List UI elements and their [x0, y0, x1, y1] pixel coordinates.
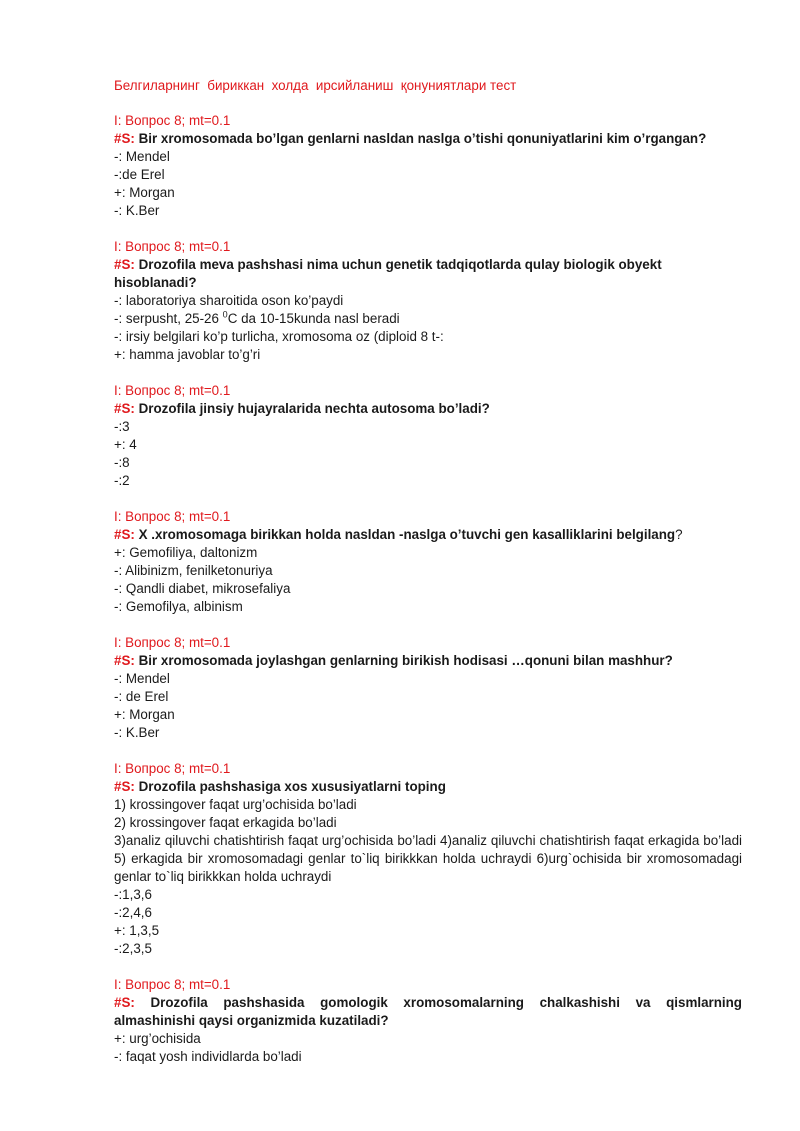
- question-block: [114, 238, 742, 364]
- question-text: X .xromosomaga birikkan holda nasldan -naslga o’tuvchi gen kasalliklarini belgilang: [138, 527, 676, 542]
- answer-option: +: urg’ochisida: [114, 1031, 201, 1046]
- question-stem: [114, 256, 742, 292]
- answer-option: +: 1,3,5: [114, 923, 160, 938]
- question-prefix: #S:: [114, 995, 135, 1010]
- statement-line: 1) krossingover faqat urg’ochisida bo’ladi: [114, 797, 357, 812]
- question-block: [114, 112, 742, 220]
- question-meta: I: Вопрос 8; mt=0.1: [114, 383, 231, 398]
- answer-option: -: K.Ber: [114, 203, 160, 218]
- question-text: Drozofila pashshasida gomologik xromosomalarning chalkashishi va qismlarning almashinishi qaysi organizmida kuzatiladi?: [114, 995, 742, 1028]
- question-block: [114, 976, 742, 1066]
- question-block: [114, 508, 742, 616]
- answer-option: +: hamma javoblar to’g’ri: [114, 347, 261, 362]
- question-prefix: #S:: [114, 257, 135, 272]
- answer-option: -:2: [114, 473, 130, 488]
- answer-option: +: Morgan: [114, 185, 175, 200]
- question-meta: I: Вопрос 8; mt=0.1: [114, 977, 231, 992]
- question-block: [114, 382, 742, 490]
- question-text: Bir xromosomada bo’lgan genlarni nasldan naslga o’tishi qonuniyatlarini kim o’rgangan?: [138, 131, 707, 146]
- answer-option: -: laboratoriya sharoitida oson ko’paydi: [114, 293, 344, 308]
- question-prefix: #S:: [114, 653, 135, 668]
- option-text-after: C da 10-15kunda nasl beradi: [227, 311, 400, 326]
- answer-option: -: Alibinizm, fenilketonuriya: [114, 563, 273, 578]
- answer-option: +: 4: [114, 437, 137, 452]
- question-meta: I: Вопрос 8; mt=0.1: [114, 239, 231, 254]
- answer-option: -: Mendel: [114, 149, 170, 164]
- answer-option: -:1,3,6: [114, 887, 152, 902]
- document-title: Белгиларнинг бириккан холда ирсийланиш қонуниятлари тест: [114, 78, 517, 93]
- question-prefix: #S:: [114, 401, 135, 416]
- answer-option: -: Gemofilya, albinism: [114, 599, 243, 614]
- question-text: Drozofila pashshasiga xos xususiyatlarni toping: [138, 779, 446, 794]
- degree-superscript: 0: [222, 309, 228, 320]
- question-prefix: #S:: [114, 779, 135, 794]
- answer-option: -: irsiy belgilari ko’p turlicha, xromosoma oz (diploid 8 t-:: [114, 329, 444, 344]
- answer-option: [114, 310, 742, 328]
- document-body: [114, 77, 742, 1084]
- question-stem: [114, 994, 742, 1030]
- question-prefix: #S:: [114, 527, 135, 542]
- answer-option: -:3: [114, 419, 130, 434]
- answer-option: -:de Erel: [114, 167, 165, 182]
- question-meta: I: Вопрос 8; mt=0.1: [114, 509, 231, 524]
- answer-option: -: Qandli diabet, mikrosefaliya: [114, 581, 291, 596]
- question-text: Bir xromosomada joylashgan genlarning birikish hodisasi …qonuni bilan mashhur?: [138, 653, 673, 668]
- question-text: Drozofila meva pashshasi nima uchun genetik tadqiqotlarda qulay biologik obyekt hisoblanadi?: [114, 257, 662, 290]
- option-text-before: -: serpusht, 25-26: [114, 311, 223, 326]
- question-meta: I: Вопрос 8; mt=0.1: [114, 635, 231, 650]
- question-stem: [114, 130, 742, 148]
- question-mark: ?: [675, 527, 683, 542]
- question-block: [114, 760, 742, 958]
- answer-option: +: Morgan: [114, 707, 175, 722]
- statement-line: 3)analiz qiluvchi chatishtirish faqat urg’ochisida bo’ladi 4)analiz qiluvchi chatishtirish faqat erkagida bo’ladi 5) erkagida bir xromosomadagi genlar to`liq birikkkan holda uchraydi 6)urg`ochisida bir xromosomadagi genlar to`liq birikkkan holda uchraydi: [114, 833, 742, 884]
- answer-option: -:2,3,5: [114, 941, 152, 956]
- question-stem: [114, 526, 742, 544]
- answer-option: -: faqat yosh individlarda bo’ladi: [114, 1049, 302, 1064]
- question-stem: [114, 400, 742, 418]
- question-text: Drozofila jinsiy hujayralarida nechta autosoma bo’ladi?: [138, 401, 490, 416]
- answer-option: -:8: [114, 455, 130, 470]
- statement-line: 2) krossingover faqat erkagida bo’ladi: [114, 815, 337, 830]
- question-stem: [114, 778, 742, 796]
- question-meta: I: Вопрос 8; mt=0.1: [114, 113, 231, 128]
- question-prefix: #S:: [114, 131, 135, 146]
- answer-option: -:2,4,6: [114, 905, 152, 920]
- question-stem: [114, 652, 742, 670]
- question-block: [114, 634, 742, 742]
- answer-option: +: Gemofiliya, daltonizm: [114, 545, 258, 560]
- answer-option: -: de Erel: [114, 689, 169, 704]
- question-meta: I: Вопрос 8; mt=0.1: [114, 761, 231, 776]
- answer-option: -: K.Ber: [114, 725, 160, 740]
- answer-option: -: Mendel: [114, 671, 170, 686]
